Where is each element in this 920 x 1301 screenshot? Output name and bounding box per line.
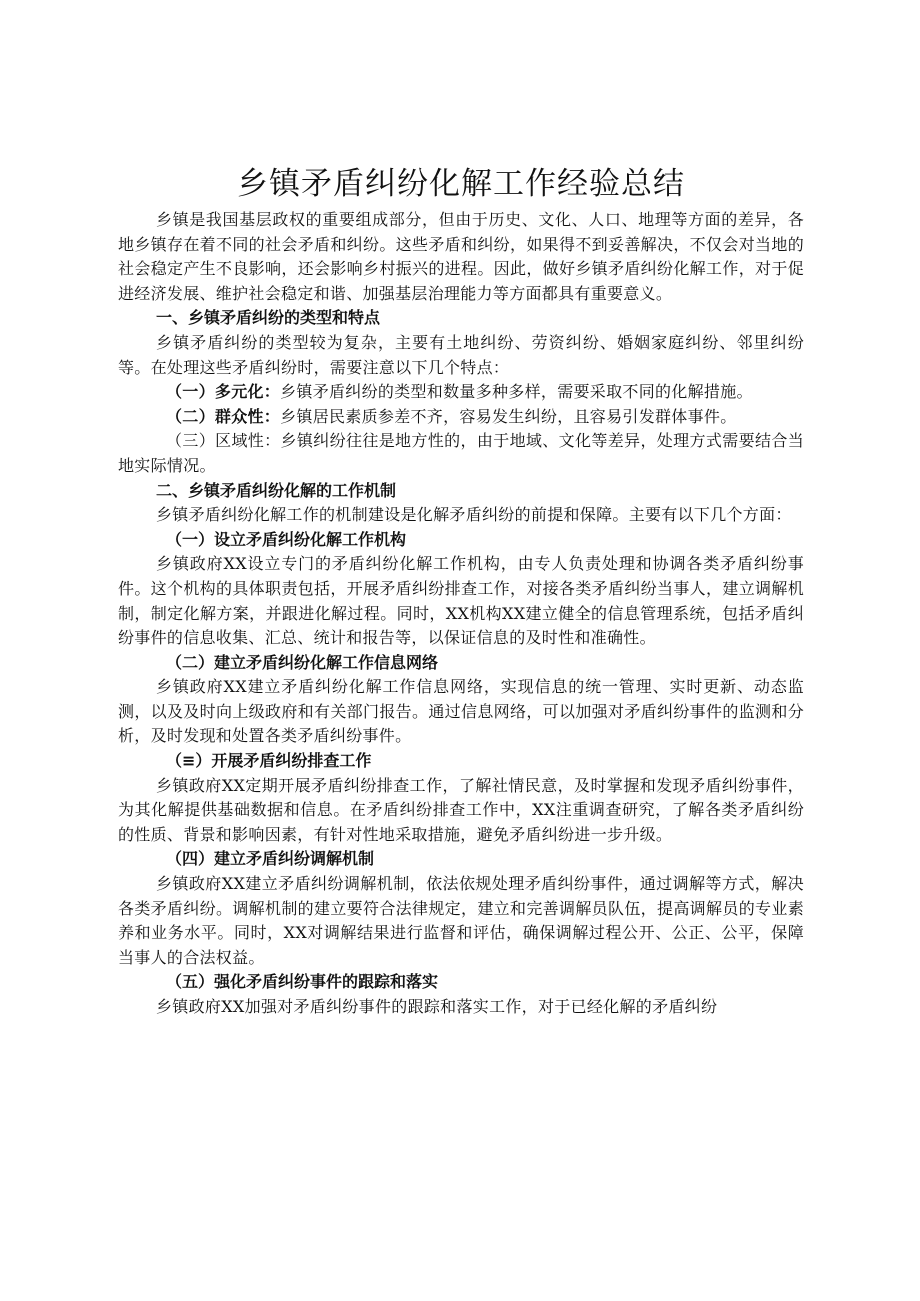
feature-item-3 xyxy=(118,429,804,478)
subsection-1-body: 乡镇政府XX设立专门的矛盾纠纷化解工作机构，由专人负责处理和协调各类矛盾纠纷事件。这个机构的具体职责包括，开展矛盾纠纷排查工作，对接各类矛盾纠纷当事人，建立调解机制，制定化解方案，并跟进化解过程。同时，XX机构XX建立健全的信息管理系统，包括矛盾纠纷事件的信息收集、汇总、统计和报告等，以保证信息的及时性和准确性。 xyxy=(118,554,804,648)
feature-item-2-label: （二）群众性： xyxy=(166,406,281,426)
feature-item-3-text: 乡镇纠纷往往是地方性的，由于地域、文化等差异，处理方式需要结合当地实际情况。 xyxy=(118,431,804,475)
subsection-4-body: 乡镇政府XX建立矛盾纠纷调解机制，依法依规处理矛盾纠纷事件，通过调解等方式，解决各类矛盾纠纷。调解机制的建立要符合法律规定，建立和完善调解员队伍，提高调解员的专业素养和业务水平。同时，XX对调解结果进行监督和评估，确保调解过程公开、公正、公平，保障当事人的合法权益。 xyxy=(118,874,804,967)
subsection-3-body: 乡镇政府XX定期开展矛盾纠纷排查工作，了解社情民意，及时掌握和发现矛盾纠纷事件，为其化解提供基础数据和信息。在矛盾纠纷排查工作中，XX注重调查研究，了解各类矛盾纠纷的性质、背景和影响因素，有针对性地采取措施，避免矛盾纠纷进一步升级。 xyxy=(118,775,804,844)
subsection-5-body: 乡镇政府XX加强对矛盾纠纷事件的跟踪和落实工作，对于已经化解的矛盾纠纷 xyxy=(156,997,718,1016)
section-1-body: 乡镇矛盾纠纷的类型较为复杂，主要有土地纠纷、劳资纠纷、婚姻家庭纠纷、邻里纠纷等。在处理这些矛盾纠纷时，需要注意以下几个特点： xyxy=(118,332,804,377)
subsection-2-heading: （二）建立矛盾纠纷化解工作信息网络 xyxy=(166,652,439,672)
section-1-heading: 一、乡镇矛盾纠纷的类型和特点 xyxy=(156,308,381,328)
feature-item-1 xyxy=(118,380,804,405)
document-title: 乡镇矛盾纠纷化解工作经验总结 xyxy=(237,166,685,202)
subsection-4-heading: （四）建立矛盾纠纷调解机制 xyxy=(166,849,375,869)
section-2-heading: 二、乡镇矛盾纠纷化解的工作机制 xyxy=(156,480,397,500)
subsection-3-heading: （≡）开展矛盾纠纷排查工作 xyxy=(166,751,372,771)
subsection-2-body: 乡镇政府XX建立矛盾纠纷化解工作信息网络，实现信息的统一管理、实时更新、动态监测，以及及时向上级政府和有关部门报告。通过信息网络，可以加强对矛盾纠纷事件的监测和分析，及时发现和处置各类矛盾纠纷事件。 xyxy=(118,677,804,746)
intro-paragraph: 乡镇是我国基层政权的重要组成部分，但由于历史、文化、人口、地理等方面的差异，各地乡镇存在着不同的社会矛盾和纠纷。这些矛盾和纠纷，如果得不到妥善解决，不仅会对当地的社会稳定产生不良影响，还会影响乡村振兴的进程。因此，做好乡镇矛盾纠纷化解工作，对于促进经济发展、维护社会稳定和谐、加强基层治理能力等方面都具有重要意义。 xyxy=(118,210,804,303)
feature-item-2 xyxy=(118,405,804,430)
feature-item-2-text: 乡镇居民素质参差不齐，容易发生纠纷，且容易引发群体事件。 xyxy=(280,406,737,426)
subsection-1-heading: （一）设立矛盾纠纷化解工作机构 xyxy=(166,529,407,549)
feature-item-3-label: （三）区域性： xyxy=(166,431,281,451)
document-page xyxy=(118,160,804,1020)
subsection-5-heading: （五）强化矛盾纠纷事件的跟踪和落实 xyxy=(166,972,439,992)
section-2-body: 乡镇矛盾纠纷化解工作的机制建设是化解矛盾纠纷的前提和保障。主要有以下几个方面： xyxy=(156,505,792,525)
feature-item-1-label: （一）多元化： xyxy=(166,382,281,402)
feature-item-1-text: 乡镇矛盾纠纷的类型和数量多种多样，需要采取不同的化解措施。 xyxy=(280,382,753,402)
